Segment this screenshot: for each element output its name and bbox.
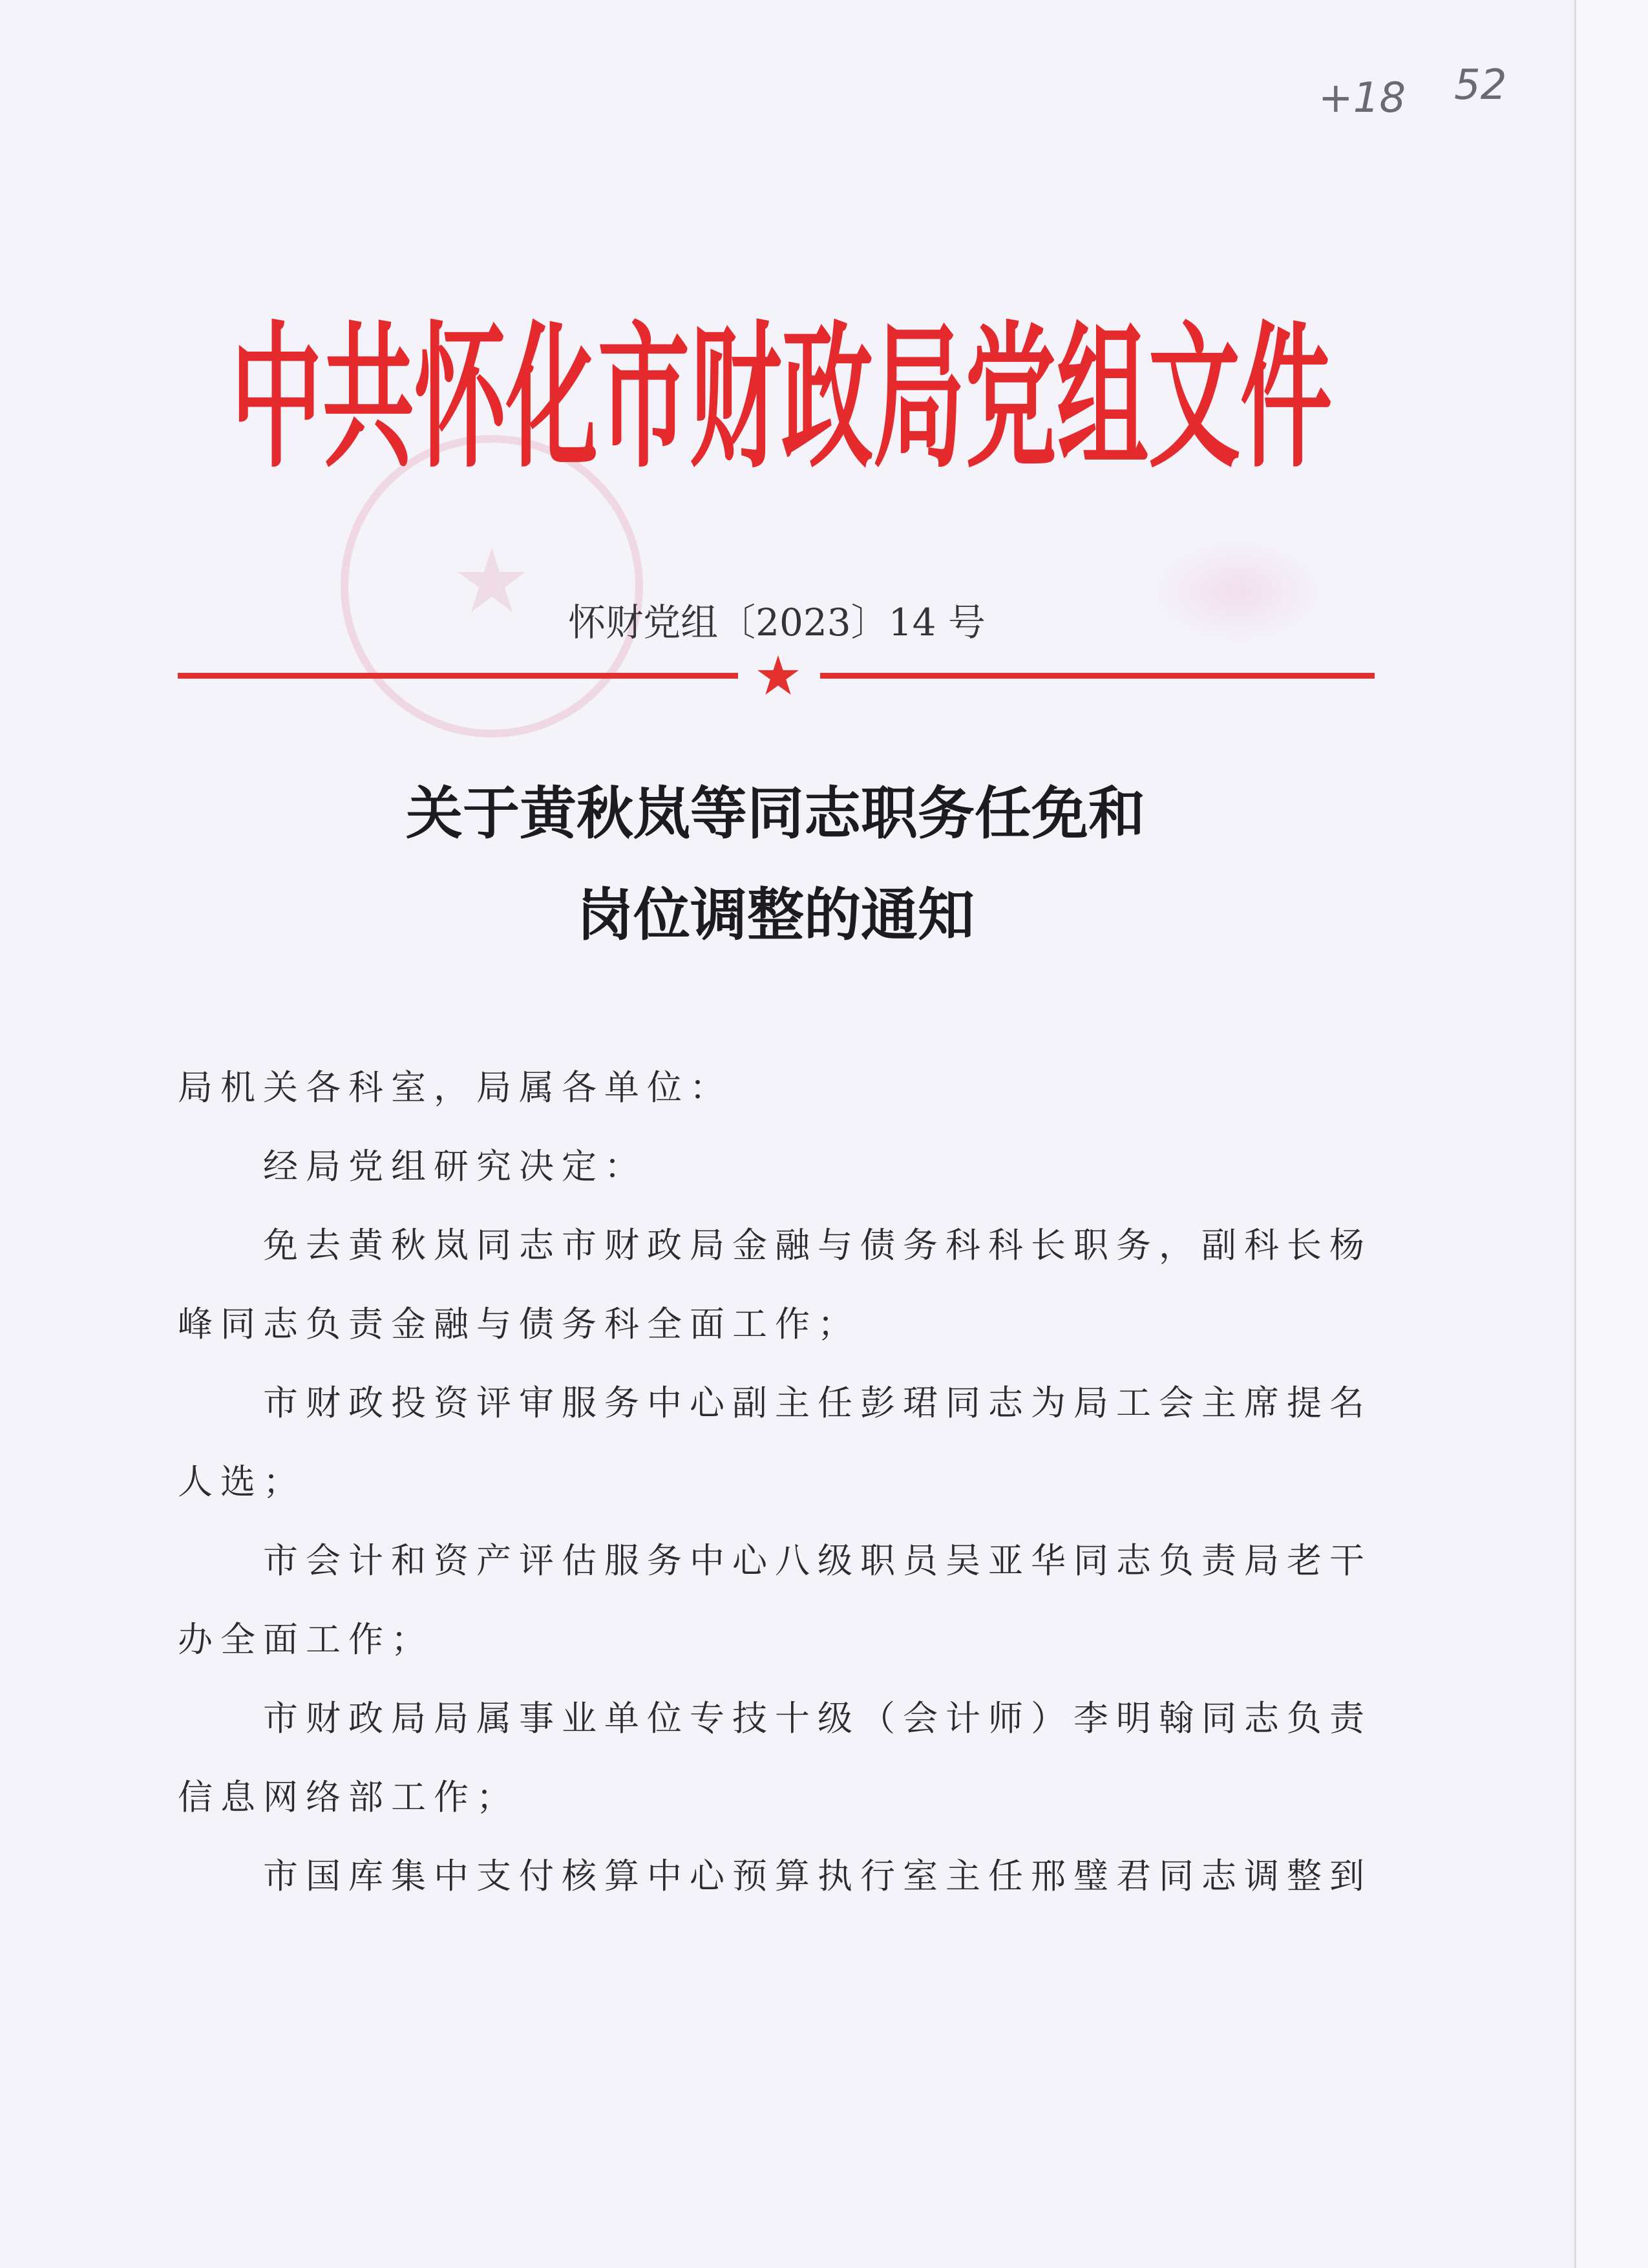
salutation: 局机关各科室，局属各单位： [178,1067,732,1108]
notice-body [178,1048,1380,1916]
red-rule-right [820,673,1375,679]
body-paragraph: 市财政局局属事业单位专技十级（会计师）李明翰同志负责信息网络部工作； [178,1698,1372,1818]
handwritten-mark: +18 [1318,74,1406,122]
document-number: 怀财党组〔2023〕14 号 [568,600,986,644]
notice-title-line-1: 关于黄秋岚等同志职务任免和 [405,779,1145,847]
seal-star-icon [458,547,525,612]
ink-smudge [1157,543,1318,640]
document-header-title: 中共怀化市财政局党组文件 [231,306,1332,490]
body-paragraph: 市会计和资产评估服务中心八级职员吴亚华同志负责局老干办全面工作； [178,1540,1372,1660]
body-paragraph: 市财政投资评审服务中心副主任彭珺同志为局工会主席提名人选； [178,1383,1372,1502]
scan-edge [1574,0,1648,2268]
body-paragraph: 经局党组研究决定： [263,1146,647,1187]
star-icon [756,653,800,697]
red-rule-left [178,673,738,679]
body-paragraph: 免去黄秋岚同志市财政局金融与债务科科长职务，副科长杨峰同志负责金融与债务科全面工作； [178,1225,1372,1344]
handwritten-number: 52 [1454,61,1507,109]
notice-title-line-2: 岗位调整的通知 [576,881,975,948]
body-paragraph: 市国库集中支付核算中心预算执行室主任邢璧君同志调整到 [263,1856,1372,1896]
